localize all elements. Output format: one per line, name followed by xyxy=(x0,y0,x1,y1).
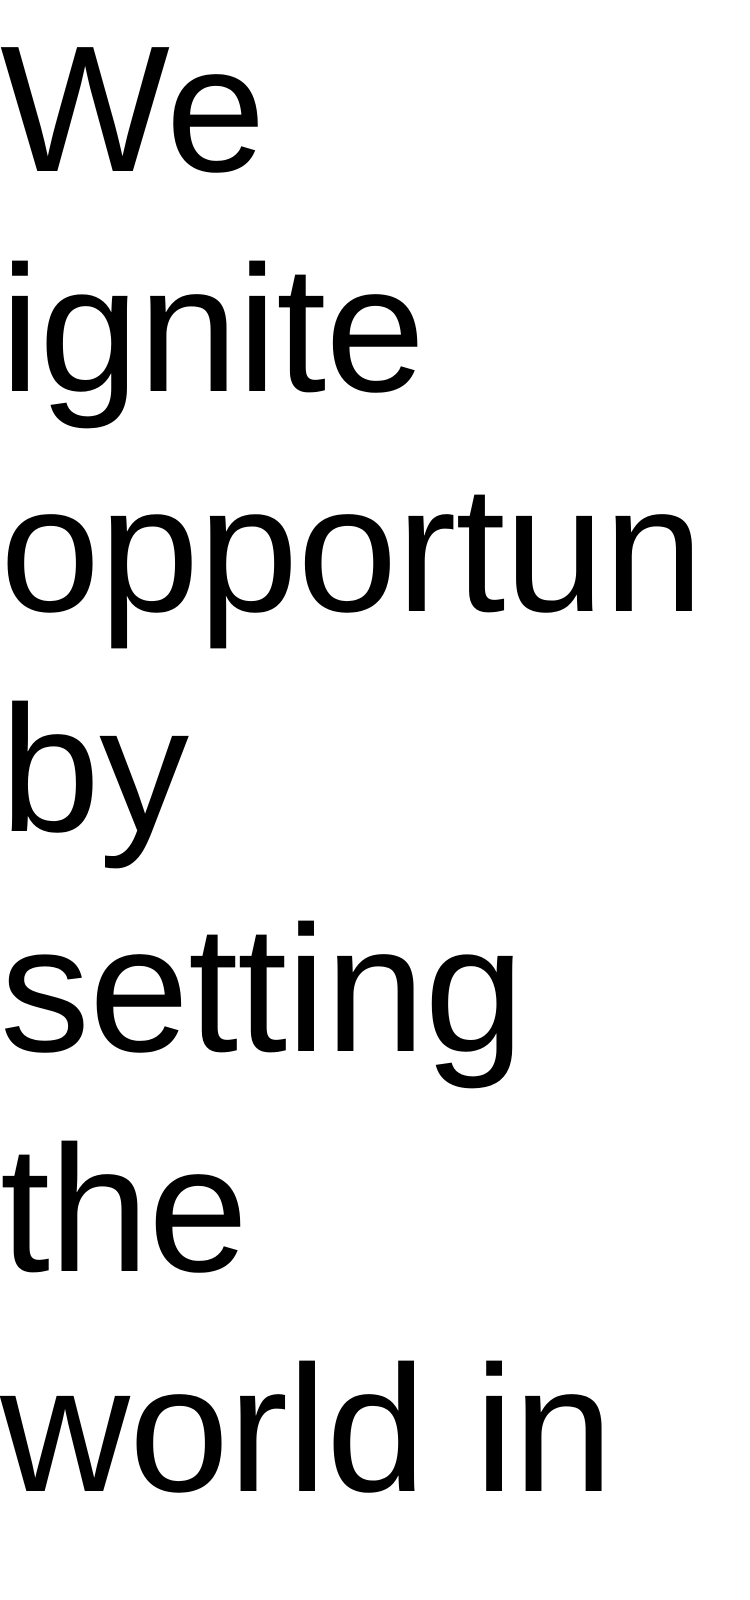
headline-line-1: We xyxy=(0,9,265,210)
headline-line-4: by xyxy=(0,669,189,870)
headline-line-6: the xyxy=(0,1109,248,1310)
headline-line-5: setting xyxy=(0,889,524,1090)
headline-line-7: world in xyxy=(0,1329,613,1530)
headline-line-3: opportun xyxy=(0,449,703,650)
headline-line-2: ignite xyxy=(0,229,425,430)
